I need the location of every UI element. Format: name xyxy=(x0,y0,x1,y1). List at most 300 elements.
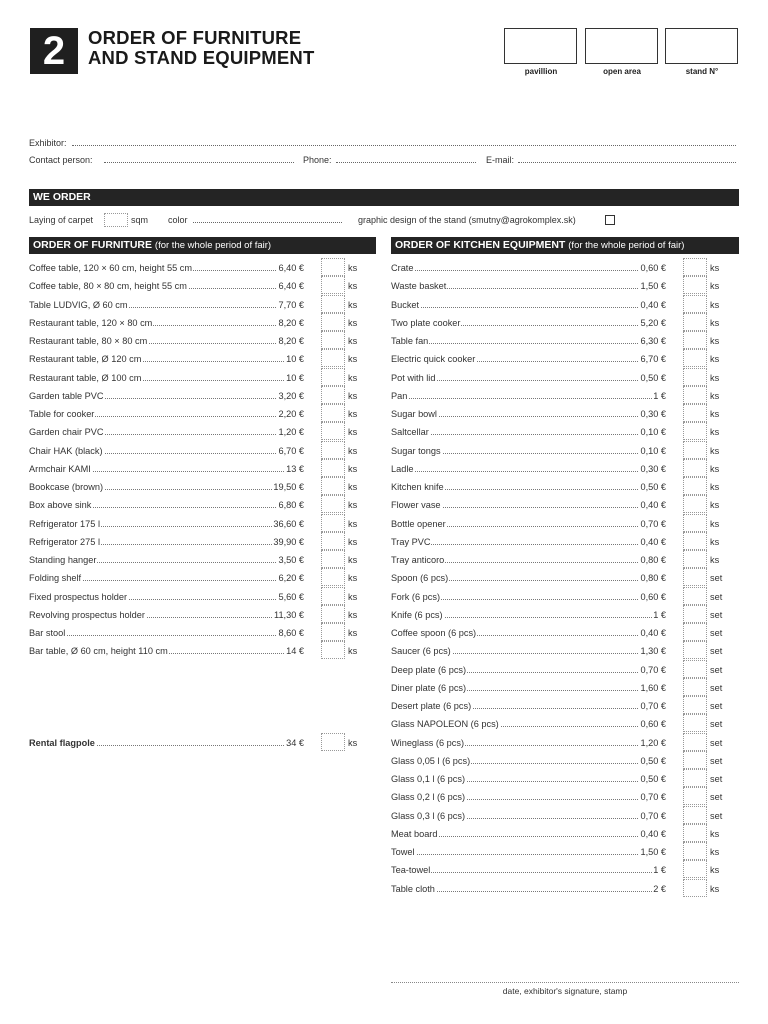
flagpole-unit: ks xyxy=(348,738,358,748)
kitchen-item-row xyxy=(391,517,726,531)
section-number: 2 xyxy=(30,28,78,74)
item-unit: ks xyxy=(710,336,720,346)
item-name: Saltcellar xyxy=(391,427,429,438)
item-name: Table fan xyxy=(391,336,429,346)
item-quantity-input[interactable] xyxy=(321,495,345,513)
item-price: 5,20 € xyxy=(640,317,666,328)
furniture-item-row xyxy=(29,553,364,567)
item-unit: ks xyxy=(710,263,720,273)
item-quantity-input[interactable] xyxy=(683,696,707,714)
item-name: Bucket xyxy=(391,299,420,310)
item-unit: ks xyxy=(348,628,358,638)
item-quantity-input[interactable] xyxy=(683,824,707,842)
kitchen-item-row xyxy=(391,772,726,786)
kitchen-item-row xyxy=(391,863,726,877)
item-unit: ks xyxy=(710,372,720,383)
item-quantity-input[interactable] xyxy=(321,276,345,294)
kitchen-item-row xyxy=(391,590,726,604)
exhibitor-label: Exhibitor: xyxy=(29,138,67,148)
kitchen-title: ORDER OF KITCHEN EQUIPMENT xyxy=(395,239,566,251)
item-price: 0,30 € xyxy=(640,463,666,474)
kitchen-item-row xyxy=(391,827,726,841)
we-order-bar xyxy=(29,189,739,206)
furniture-item-row xyxy=(29,425,364,439)
item-name: Glass NAPOLEON (6 pcs) xyxy=(391,719,499,730)
page-title xyxy=(88,28,315,68)
stand-number-label: stand N° xyxy=(685,67,719,76)
item-price: 2,20 € xyxy=(278,409,304,419)
item-price: 10 € xyxy=(286,372,304,383)
item-unit: ks xyxy=(710,536,720,547)
item-quantity-input[interactable] xyxy=(321,349,345,367)
item-name: Towel xyxy=(391,847,415,857)
item-price: 1,50 € xyxy=(640,281,666,292)
item-price: 0,40 € xyxy=(640,536,666,547)
item-name: Ladle xyxy=(391,463,414,474)
kitchen-item-row xyxy=(391,480,726,494)
phone-field[interactable] xyxy=(336,154,476,163)
kitchen-item-row xyxy=(391,736,726,750)
flagpole-row xyxy=(29,736,364,750)
item-name: Chair HAK (black) xyxy=(29,445,103,456)
item-quantity-input[interactable] xyxy=(321,459,345,477)
item-quantity-input[interactable] xyxy=(683,660,707,678)
item-name: Refrigerator 175 l xyxy=(29,518,100,529)
item-price: 0,50 € xyxy=(640,482,666,492)
furniture-item-row xyxy=(29,444,364,458)
item-quantity-input[interactable] xyxy=(321,623,345,641)
item-quantity-input[interactable] xyxy=(321,404,345,422)
item-name: Bookcase (brown) xyxy=(29,482,104,492)
color-field[interactable] xyxy=(193,214,342,223)
item-quantity-input[interactable] xyxy=(683,258,707,276)
item-unit: ks xyxy=(348,518,358,529)
item-price: 8,20 € xyxy=(278,336,304,346)
leader-dots xyxy=(391,343,666,344)
item-price: 5,60 € xyxy=(278,591,304,602)
item-quantity-input[interactable] xyxy=(683,879,707,897)
signature-label: date, exhibitor's signature, stamp xyxy=(502,986,628,996)
item-quantity-input[interactable] xyxy=(683,532,707,550)
furniture-item-row xyxy=(29,571,364,585)
furniture-item-row xyxy=(29,261,364,275)
color-label: color xyxy=(168,215,188,225)
item-name: Restaurant table, Ø 100 cm xyxy=(29,372,142,383)
item-unit: ks xyxy=(348,390,358,401)
leader-dots xyxy=(391,544,666,545)
kitchen-bar xyxy=(391,237,739,254)
item-price: 36,60 € xyxy=(273,518,304,529)
item-unit: set xyxy=(710,628,723,638)
item-unit: ks xyxy=(348,299,358,310)
item-quantity-input[interactable] xyxy=(321,422,345,440)
item-quantity-input[interactable] xyxy=(683,842,707,860)
item-price: 1,20 € xyxy=(278,427,304,438)
item-name: Table for cooker xyxy=(29,409,95,419)
furniture-item-row xyxy=(29,517,364,531)
item-price: 3,20 € xyxy=(278,390,304,401)
item-price: 19,50 € xyxy=(273,482,304,492)
kitchen-item-row xyxy=(391,644,726,658)
item-quantity-input[interactable] xyxy=(321,386,345,404)
item-unit: set xyxy=(710,664,723,675)
item-name: Flower vase xyxy=(391,500,441,511)
item-quantity-input[interactable] xyxy=(321,295,345,313)
kitchen-item-row xyxy=(391,261,726,275)
item-price: 0,50 € xyxy=(640,755,666,766)
item-name: Saucer (6 pcs) xyxy=(391,646,451,657)
item-quantity-input[interactable] xyxy=(683,587,707,605)
kitchen-item-row xyxy=(391,462,726,476)
item-unit: ks xyxy=(348,609,358,620)
item-quantity-input[interactable] xyxy=(683,605,707,623)
item-price: 6,40 € xyxy=(278,281,304,292)
furniture-item-row xyxy=(29,316,364,330)
kitchen-item-row xyxy=(391,407,726,421)
item-unit: ks xyxy=(348,591,358,602)
item-unit: ks xyxy=(710,828,720,839)
kitchen-item-row xyxy=(391,717,726,731)
item-name: Coffee table, 120 × 60 cm, height 55 cm xyxy=(29,263,193,273)
item-quantity-input[interactable] xyxy=(683,349,707,367)
item-name: Waste basket xyxy=(391,281,447,292)
item-quantity-input[interactable] xyxy=(683,787,707,805)
item-quantity-input[interactable] xyxy=(683,751,707,769)
item-price: 6,80 € xyxy=(278,500,304,511)
item-unit: ks xyxy=(710,317,720,328)
item-price: 0,40 € xyxy=(640,299,666,310)
item-unit: ks xyxy=(348,555,358,565)
contact-person-field[interactable] xyxy=(104,154,294,163)
item-unit: set xyxy=(710,774,723,784)
item-quantity-input[interactable] xyxy=(321,477,345,495)
item-name: Coffee spoon (6 pcs) xyxy=(391,628,477,638)
furniture-item-row xyxy=(29,334,364,348)
item-name: Crate xyxy=(391,263,414,273)
item-price: 6,30 € xyxy=(640,336,666,346)
item-name: Restaurant table, 80 × 80 cm xyxy=(29,336,148,346)
item-unit: set xyxy=(710,701,723,711)
item-unit: ks xyxy=(348,500,358,511)
item-price: 8,60 € xyxy=(278,628,304,638)
item-price: 0,60 € xyxy=(640,719,666,730)
item-price: 1 € xyxy=(653,865,666,876)
item-name: Pot with lid xyxy=(391,372,436,383)
item-unit: ks xyxy=(348,409,358,419)
item-name: Kitchen knife xyxy=(391,482,444,492)
kitchen-item-row xyxy=(391,809,726,823)
item-quantity-input[interactable] xyxy=(321,605,345,623)
item-name: Refrigerator 275 l xyxy=(29,536,100,547)
item-quantity-input[interactable] xyxy=(321,550,345,568)
item-price: 0,40 € xyxy=(640,500,666,511)
item-unit: ks xyxy=(348,573,358,584)
item-price: 0,50 € xyxy=(640,372,666,383)
item-price: 0,30 € xyxy=(640,409,666,419)
item-unit: ks xyxy=(710,865,720,876)
item-unit: ks xyxy=(710,281,720,292)
open-area-label: open area xyxy=(603,67,641,76)
item-price: 0,60 € xyxy=(640,263,666,273)
item-unit: ks xyxy=(348,536,358,547)
item-price: 0,70 € xyxy=(640,810,666,821)
leader-dots xyxy=(391,872,666,873)
graphic-design-checkbox[interactable] xyxy=(605,215,615,225)
item-unit: ks xyxy=(348,354,358,365)
item-quantity-input[interactable] xyxy=(683,276,707,294)
furniture-item-row xyxy=(29,462,364,476)
sqm-label: sqm xyxy=(131,215,149,225)
item-price: 0,40 € xyxy=(640,628,666,638)
kitchen-item-row xyxy=(391,571,726,585)
item-unit: ks xyxy=(710,847,720,857)
item-name: Bottle opener xyxy=(391,518,446,529)
kitchen-item-row xyxy=(391,882,726,896)
item-name: Diner plate (6 pcs) xyxy=(391,682,467,693)
item-quantity-input[interactable] xyxy=(321,441,345,459)
item-price: 14 € xyxy=(286,646,304,657)
item-price: 3,50 € xyxy=(278,555,304,565)
furniture-item-row xyxy=(29,590,364,604)
carpet-label: Laying of carpet xyxy=(29,215,94,225)
leader-dots xyxy=(391,471,666,472)
item-price: 2 € xyxy=(653,883,666,894)
item-price: 7,70 € xyxy=(278,299,304,310)
item-quantity-input[interactable] xyxy=(683,641,707,659)
item-name: Table LUDVIG, Ø 60 cm xyxy=(29,299,128,310)
kitchen-item-row xyxy=(391,553,726,567)
item-unit: ks xyxy=(710,409,720,419)
item-quantity-input[interactable] xyxy=(683,368,707,386)
item-quantity-input[interactable] xyxy=(683,331,707,349)
item-price: 1,20 € xyxy=(640,737,666,748)
item-price: 0,80 € xyxy=(640,573,666,584)
item-quantity-input[interactable] xyxy=(683,514,707,532)
kitchen-item-row xyxy=(391,352,726,366)
kitchen-item-row xyxy=(391,663,726,677)
item-name: Fixed prospectus holder xyxy=(29,591,128,602)
item-unit: ks xyxy=(710,555,720,565)
item-quantity-input[interactable] xyxy=(321,313,345,331)
exhibitor-field[interactable] xyxy=(72,137,736,146)
phone-label: Phone: xyxy=(303,155,332,165)
item-name: Two plate cooker xyxy=(391,317,461,328)
item-quantity-input[interactable] xyxy=(683,678,707,696)
item-quantity-input[interactable] xyxy=(683,714,707,732)
item-unit: ks xyxy=(348,463,358,474)
title-line-2: AND STAND EQUIPMENT xyxy=(88,47,315,68)
item-price: 8,20 € xyxy=(278,317,304,328)
item-quantity-input[interactable] xyxy=(683,860,707,878)
item-unit: set xyxy=(710,792,723,803)
carpet-sqm-input[interactable] xyxy=(104,213,128,227)
kitchen-item-row xyxy=(391,444,726,458)
item-name: Tea-towel xyxy=(391,865,431,876)
item-unit: ks xyxy=(348,482,358,492)
kitchen-item-row xyxy=(391,298,726,312)
item-unit: ks xyxy=(710,427,720,438)
item-name: Wineglass (6 pcs) xyxy=(391,737,465,748)
item-quantity-input[interactable] xyxy=(683,806,707,824)
item-price: 11,30 € xyxy=(274,609,304,620)
item-unit: ks xyxy=(710,500,720,511)
item-name: Bar stool xyxy=(29,628,66,638)
item-quantity-input[interactable] xyxy=(683,459,707,477)
furniture-item-row xyxy=(29,626,364,640)
item-price: 0,60 € xyxy=(640,591,666,602)
item-name: Box above sink xyxy=(29,500,92,511)
flagpole-quantity-input[interactable] xyxy=(321,733,345,751)
item-price: 1 € xyxy=(653,609,666,620)
item-name: Garden table PVC xyxy=(29,390,104,401)
kitchen-item-row xyxy=(391,279,726,293)
open-area-box[interactable] xyxy=(585,28,658,64)
stand-number-box[interactable] xyxy=(665,28,738,64)
item-price: 0,70 € xyxy=(640,664,666,675)
item-quantity-input[interactable] xyxy=(683,623,707,641)
item-name: Restaurant table, 120 × 80 cm xyxy=(29,317,153,328)
kitchen-item-row xyxy=(391,316,726,330)
item-unit: ks xyxy=(710,482,720,492)
email-field[interactable] xyxy=(518,154,736,163)
we-order-title: WE ORDER xyxy=(33,191,91,203)
item-quantity-input[interactable] xyxy=(321,331,345,349)
item-unit: ks xyxy=(710,445,720,456)
item-quantity-input[interactable] xyxy=(683,313,707,331)
furniture-item-row xyxy=(29,535,364,549)
item-name: Glass 0,3 l (6 pcs) xyxy=(391,810,466,821)
pavillion-label: pavillion xyxy=(524,67,558,76)
leader-dots xyxy=(391,270,666,271)
item-name: Armchair KAMI xyxy=(29,463,91,474)
item-quantity-input[interactable] xyxy=(683,295,707,313)
item-quantity-input[interactable] xyxy=(683,733,707,751)
item-name: Restaurant table, Ø 120 cm xyxy=(29,354,142,365)
item-name: Table cloth xyxy=(391,883,435,894)
kitchen-item-row xyxy=(391,535,726,549)
item-name: Glass 0,2 l (6 pcs) xyxy=(391,792,466,803)
item-quantity-input[interactable] xyxy=(321,258,345,276)
item-quantity-input[interactable] xyxy=(321,514,345,532)
furniture-item-row xyxy=(29,371,364,385)
item-unit: ks xyxy=(348,281,358,292)
kitchen-item-row xyxy=(391,334,726,348)
item-price: 6,40 € xyxy=(278,263,304,273)
item-quantity-input[interactable] xyxy=(683,550,707,568)
furniture-item-row xyxy=(29,498,364,512)
item-price: 1 € xyxy=(653,390,666,401)
item-unit: set xyxy=(710,810,723,821)
kitchen-item-row xyxy=(391,371,726,385)
item-unit: ks xyxy=(348,646,358,657)
leader-dots xyxy=(391,398,666,399)
item-quantity-input[interactable] xyxy=(683,441,707,459)
contact-person-label: Contact person: xyxy=(29,155,93,165)
item-name: Revolving prospectus holder xyxy=(29,609,145,620)
kitchen-item-row xyxy=(391,389,726,403)
item-quantity-input[interactable] xyxy=(683,404,707,422)
item-price: 1,30 € xyxy=(640,646,666,657)
item-quantity-input[interactable] xyxy=(683,422,707,440)
item-quantity-input[interactable] xyxy=(321,368,345,386)
kitchen-item-row xyxy=(391,681,726,695)
item-name: Pan xyxy=(391,390,408,401)
item-unit: ks xyxy=(710,390,720,401)
item-quantity-input[interactable] xyxy=(683,386,707,404)
item-unit: ks xyxy=(710,354,720,365)
item-name: Meat board xyxy=(391,828,438,839)
signature-line[interactable] xyxy=(391,982,739,983)
item-name: Garden chair PVC xyxy=(29,427,104,438)
furniture-item-row xyxy=(29,608,364,622)
furniture-bar xyxy=(29,237,376,254)
flagpole-label: Rental flagpole xyxy=(29,738,95,748)
item-quantity-input[interactable] xyxy=(683,769,707,787)
furniture-title: ORDER OF FURNITURE xyxy=(33,239,152,251)
furniture-item-row xyxy=(29,644,364,658)
pavillion-box[interactable] xyxy=(504,28,577,64)
item-price: 0,70 € xyxy=(640,518,666,529)
furniture-subtitle: (for the whole period of fair) xyxy=(154,240,272,251)
item-quantity-input[interactable] xyxy=(683,568,707,586)
furniture-item-row xyxy=(29,352,364,366)
item-price: 39,90 € xyxy=(273,536,304,547)
item-price: 0,70 € xyxy=(640,701,666,711)
item-quantity-input[interactable] xyxy=(321,587,345,605)
item-name: Tray PVC xyxy=(391,536,431,547)
furniture-item-row xyxy=(29,298,364,312)
item-quantity-input[interactable] xyxy=(321,568,345,586)
item-name: Knife (6 pcs) xyxy=(391,609,443,620)
item-unit: ks xyxy=(348,372,358,383)
item-name: Deep plate (6 pcs) xyxy=(391,664,467,675)
item-quantity-input[interactable] xyxy=(683,477,707,495)
furniture-item-row xyxy=(29,389,364,403)
kitchen-item-row xyxy=(391,699,726,713)
item-unit: ks xyxy=(710,463,720,474)
item-name: Glass 0,1 l (6 pcs) xyxy=(391,774,466,784)
leader-dots xyxy=(391,307,666,308)
item-unit: ks xyxy=(348,336,358,346)
item-price: 0,80 € xyxy=(640,555,666,565)
item-unit: set xyxy=(710,737,723,748)
item-price: 0,10 € xyxy=(640,427,666,438)
graphic-design-label: graphic design of the stand (smutny@agrokomplex.sk) xyxy=(358,215,576,225)
item-name: Sugar tongs xyxy=(391,445,441,456)
item-name: Coffee table, 80 × 80 cm, height 55 cm xyxy=(29,281,187,292)
item-price: 1,60 € xyxy=(640,682,666,693)
item-unit: ks xyxy=(348,445,358,456)
item-price: 6,70 € xyxy=(278,445,304,456)
item-price: 1,50 € xyxy=(640,847,666,857)
item-unit: ks xyxy=(348,317,358,328)
item-quantity-input[interactable] xyxy=(683,495,707,513)
item-price: 10 € xyxy=(286,354,304,365)
item-unit: set xyxy=(710,609,723,620)
item-quantity-input[interactable] xyxy=(321,532,345,550)
item-unit: set xyxy=(710,682,723,693)
item-name: Spoon (6 pcs) xyxy=(391,573,449,584)
title-line-1: ORDER OF FURNITURE xyxy=(88,27,302,48)
item-price: 6,20 € xyxy=(278,573,304,584)
item-price: 0,10 € xyxy=(640,445,666,456)
leader-dots xyxy=(391,854,666,855)
item-price: 0,70 € xyxy=(640,792,666,803)
kitchen-item-row xyxy=(391,498,726,512)
item-quantity-input[interactable] xyxy=(321,641,345,659)
kitchen-item-row xyxy=(391,608,726,622)
item-unit: ks xyxy=(348,263,358,273)
